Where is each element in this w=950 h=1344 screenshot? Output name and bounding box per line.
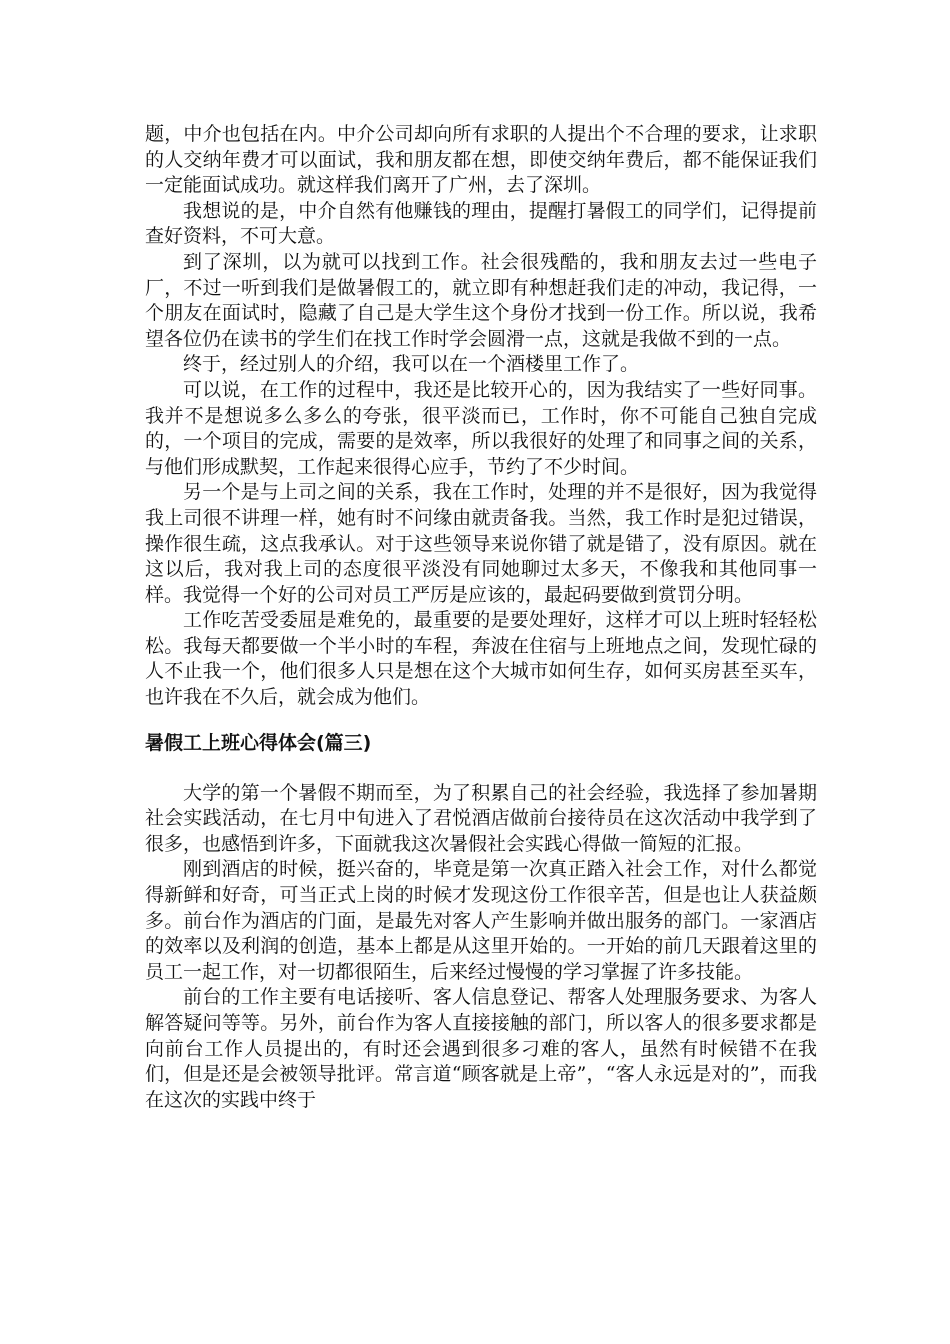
paragraph: 刚到酒店的时候，挺兴奋的，毕竟是第一次真正踏入社会工作，对什么都觉得新鲜和好奇，可当正式上岗的时候才发现这份工作很辛苦，但是也让人获益颇多。前台作为酒店的门面，是最先对客人产生影响并做出服务的部门。一家酒店的效率以及利润的创造，基本上都是从这里开始的。一开始的前几天跟着这里的员工一起工作，对一切都很陌生，后来经过慢慢的学习掌握了许多技能。 [145,858,817,983]
paragraph: 大学的第一个暑假不期而至，为了积累自己的社会经验，我选择了参加暑期社会实践活动，在七月中旬进入了君悦酒店做前台接待员在这次活动中我学到了很多，也感悟到许多，下面就我这次暑假社会实践心得做一简短的汇报。 [145,781,817,855]
paragraph-continued: 题，中介也包括在内。中介公司却向所有求职的人提出个不合理的要求，让求职的人交纳年费才可以面试，我和朋友都在想，即使交纳年费后，都不能保证我们一定能面试成功。就这样我们离开了广州，去了深圳。 [145,123,817,197]
paragraph: 另一个是与上司之间的关系，我在工作时，处理的并不是很好，因为我觉得我上司很不讲理一样，她有时不问缘由就责备我。当然，我工作时是犯过错误，操作很生疏，这点我承认。对于这些领导来说你错了就是错了，没有原因。就在这以后，我对我上司的态度很平淡没有同她聊过太多天，不像我和其他同事一样。我觉得一个好的公司对员工严厉是应该的，最起码要做到赏罚分明。 [145,481,817,606]
paragraph: 我想说的是，中介自然有他赚钱的理由，提醒打暑假工的同学们，记得提前查好资料，不可大意。 [145,199,817,248]
document-page [145,122,817,1113]
paragraph: 终于，经过别人的介绍，我可以在一个酒楼里工作了。 [183,353,640,376]
paragraph: 前台的工作主要有电话接听、客人信息登记、帮客人处理服务要求、为客人解答疑问等等。另外，前台作为客人直接接触的部门，所以客人的很多要求都是向前台工作人员提出的，有时还会遇到很多刁难的客人，虽然有时候错不在我们，但是还是会被领导批评。常言道“顾客就是上帝”，“客人永远是对的”，而我在这次的实践中终于 [145,986,817,1111]
paragraph: 可以说，在工作的过程中，我还是比较开心的，因为我结实了一些好同事。我并不是想说多么多么的夸张，很平淡而已，工作时，你不可能自己独自完成的，一个项目的完成，需要的是效率，所以我很好的处理了和同事之间的关系，与他们形成默契，工作起来很得心应手，节约了不少时间。 [145,378,817,478]
section-heading: 暑假工上班心得体会(篇三) [145,731,372,754]
paragraph: 到了深圳，以为就可以找到工作。社会很残酷的，我和朋友去过一些电子厂，不过一听到我们是做暑假工的，就立即有种想赶我们走的冲动，我记得，一个朋友在面试时，隐藏了自己是大学生这个身份才找到一份工作。所以说，我希望各位仍在读书的学生们在找工作时学会圆滑一点，这就是我做不到的一点。 [145,250,817,350]
paragraph: 工作吃苦受委屈是难免的，最重要的是要处理好，这样才可以上班时轻轻松松。我每天都要做一个半小时的车程，奔波在住宿与上班地点之间，发现忙碌的人不止我一个，他们很多人只是想在这个大城市如何生存，如何买房甚至买车，也许我在不久后，就会成为他们。 [145,609,817,709]
